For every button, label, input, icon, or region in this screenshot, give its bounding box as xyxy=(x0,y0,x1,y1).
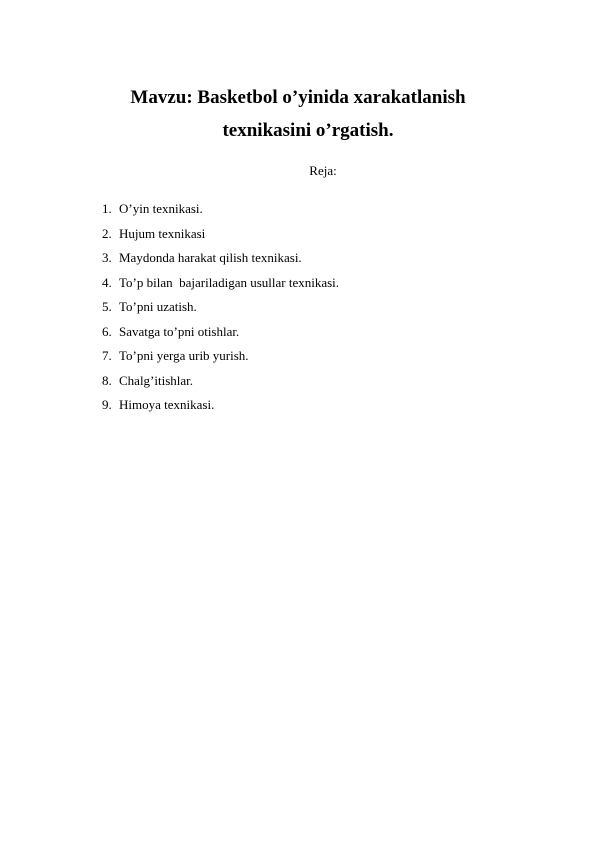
list-item xyxy=(102,222,339,247)
list-item xyxy=(102,197,339,222)
list-item-number: 5. xyxy=(102,299,112,314)
list-item-number: 6. xyxy=(102,323,112,339)
list-item-text: Savatga to’pni otishlar. xyxy=(119,323,240,339)
list-item-number: 7. xyxy=(102,348,112,363)
page-title-line-2: texnikasini o’rgatish. xyxy=(222,120,394,141)
list-item-number: 1. xyxy=(102,201,112,216)
list-item-text: Maydonda harakat qilish texnikasi. xyxy=(119,250,302,265)
list-item-text: Himoya texnikasi. xyxy=(119,397,215,412)
list-item-number: 3. xyxy=(102,250,112,265)
list-item-text: Chalg’itishlar. xyxy=(119,372,194,388)
list-item xyxy=(102,369,339,394)
list-item-text: To’p bilan bajariladigan usullar texnikasi. xyxy=(119,274,340,290)
list-item xyxy=(102,246,339,271)
list-item xyxy=(102,295,339,320)
list-item-text: O’yin texnikasi. xyxy=(119,201,203,216)
list-item-text: Hujum texnikasi xyxy=(119,225,206,241)
list-item xyxy=(102,320,339,345)
list-item-number: 9. xyxy=(102,397,112,412)
list-item xyxy=(102,271,339,296)
list-item-text: To’pni yerga urib yurish. xyxy=(119,348,249,363)
list-item-text: To’pni uzatish. xyxy=(119,299,197,314)
plan-heading: Reja: xyxy=(309,163,337,178)
list-item xyxy=(102,344,339,369)
list-item-number: 4. xyxy=(102,274,112,290)
plan-list xyxy=(102,197,339,418)
page-title-line-1: Mavzu: Basketbol o’yinida xarakatlanish xyxy=(130,87,466,108)
list-item xyxy=(102,393,339,418)
list-item-number: 2. xyxy=(102,225,112,241)
list-item-number: 8. xyxy=(102,372,112,388)
